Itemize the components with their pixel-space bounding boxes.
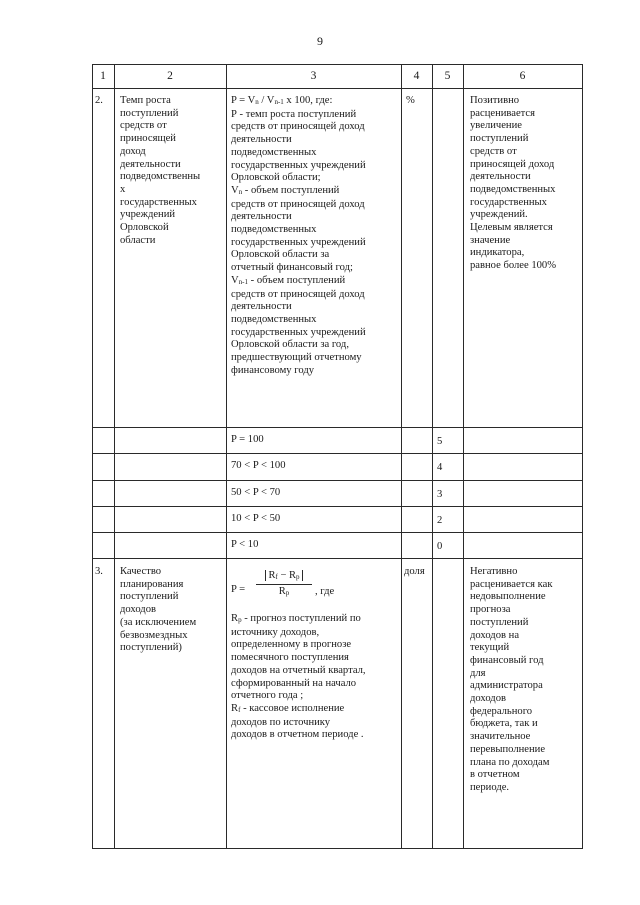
vn-definition: Vn - объем поступлений средств от приносящей доход деятельности подведомственных государственных учреждений Орловской области за отчетный финансовый год; <box>231 184 366 274</box>
vn1-definition: Vn-1 - объем поступлений средств от приносящей доход деятельности подведомственных государственных учреждений Орловской области за год, предшествующий отчетному финансовому году <box>231 274 366 376</box>
score-condition: 10 < P < 50 <box>231 513 281 524</box>
table-rule <box>92 64 583 65</box>
score-condition: 50 < P < 70 <box>231 487 281 498</box>
table-rule <box>463 64 464 849</box>
row-number: 2. <box>95 95 103 106</box>
table-rule <box>92 427 583 428</box>
header-cell: 1 <box>100 70 106 82</box>
page-number: 9 <box>317 34 323 48</box>
table-rule <box>92 453 583 454</box>
header-cell: 4 <box>413 70 420 82</box>
score-condition: P = 100 <box>231 434 264 445</box>
quality-formula <box>231 567 399 611</box>
table-rule <box>226 64 227 849</box>
header-cell: 6 <box>519 70 526 82</box>
evaluation-note: Позитивно расценивается увеличение поступлений средств от приносящей доход деятельности подведомственных государственных учреждений. Целевым является значение индикатора, равное более 100% <box>470 95 557 272</box>
evaluation-note: Негативно расценивается как недовыполнение прогноза поступлений доходов на текущий финансовый год для администратора доходов федерального бюджета, так и значительное перевыполнение плана по доходам в отчетном периоде. <box>470 566 553 793</box>
p-definition: Р - темп роста поступлений средств от приносящей доход деятельности подведомственных государственных учреждений Орловской области; <box>231 108 366 184</box>
score-value: 2 <box>437 515 443 526</box>
score-value: 3 <box>437 489 443 500</box>
table-rule <box>432 64 433 849</box>
formula-description <box>231 95 399 427</box>
row-number: 3. <box>95 566 103 577</box>
table-rule <box>92 506 583 507</box>
indicator-table <box>92 64 583 848</box>
growth-formula: P = Vn / Vn-1 x 100, где: <box>231 95 333 106</box>
fraction-bar <box>256 584 312 585</box>
unit-cell: доля <box>404 566 425 577</box>
formula-p-eq: P = <box>231 584 246 595</box>
rf-definition: Rf - кассовое исполнение доходов по источнику доходов в отчетном периоде . <box>231 702 364 741</box>
table-rule <box>92 88 583 89</box>
score-condition: P < 10 <box>231 539 259 550</box>
indicator-name: Темп роста поступлений средств от приносящей доход деятельности подведомственны х государственных учреждений Орловской области <box>120 95 201 246</box>
rp-definition: Rp - прогноз поступлений по источнику доходов, определенному в прогнозе помесячного поступления доходов на отчетный квартал, сформированный на начало отчетного года ; <box>231 613 366 702</box>
table-rule <box>582 64 583 849</box>
formula-fraction: Rf − Rp Rp <box>256 570 312 599</box>
header-cell: 5 <box>444 70 451 82</box>
table-rule <box>92 480 583 481</box>
score-value: 5 <box>437 436 443 447</box>
header-cell: 2 <box>167 70 173 82</box>
formula-where: , где <box>315 586 335 597</box>
indicator-name: Качество планирования поступлений доходов (за исключением безвозмездных поступлений) <box>120 566 197 654</box>
table-rule <box>92 848 583 849</box>
table-rule <box>92 64 93 849</box>
formula-description <box>231 613 399 742</box>
unit-cell: % <box>406 95 415 106</box>
score-value: 4 <box>437 462 443 473</box>
table-rule <box>401 64 402 849</box>
table-rule <box>114 64 115 849</box>
table-rule <box>92 558 583 559</box>
score-value: 0 <box>437 541 443 552</box>
table-rule <box>92 532 583 533</box>
score-condition: 70 < P < 100 <box>231 460 286 471</box>
header-cell: 3 <box>310 70 317 82</box>
